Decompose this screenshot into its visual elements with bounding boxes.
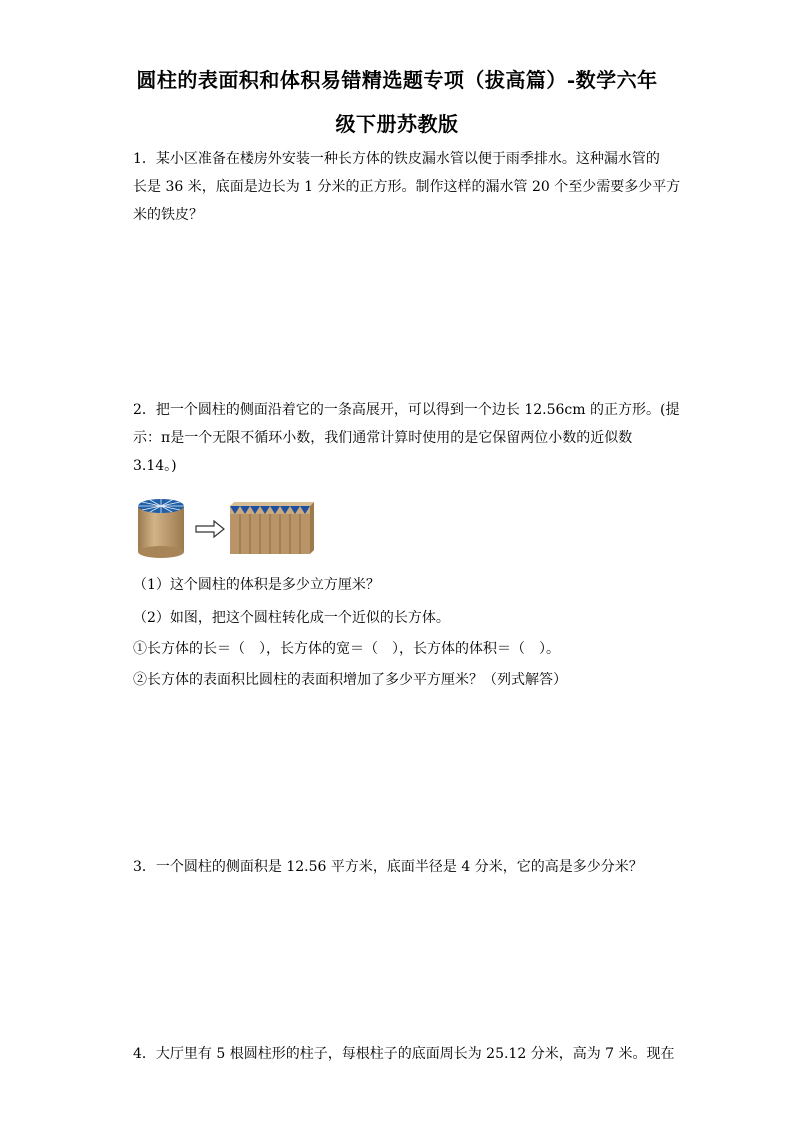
question-3-line-1: 3．一个圆柱的侧面积是 12.56 平方米，底面半径是 4 分米，它的高是多少分米？ <box>133 859 643 875</box>
question-2-part-2: （2）如图，把这个圆柱转化成一个近似的长方体。 <box>133 610 450 626</box>
question-2 <box>133 396 680 480</box>
document-title-line-2: 级下册苏教版 <box>335 112 459 136</box>
question-2-part-2a: ①长方体的长＝（ ），长方体的宽＝（ ），长方体的体积＝（ ）。 <box>133 641 560 657</box>
figure-svg <box>130 492 330 562</box>
question-2-part-1: （1）这个圆柱的体积是多少立方厘米？ <box>133 577 380 593</box>
cuboid-icon <box>230 502 314 554</box>
question-2-part-2b: ②长方体的表面积比圆柱的表面积增加了多少平方厘米？（列式解答） <box>133 672 567 688</box>
question-2-line-2: 示：π是一个无限不循环小数，我们通常计算时使用的是它保留两位小数的近似数 <box>133 430 633 446</box>
question-3 <box>133 853 663 881</box>
question-1 <box>133 145 681 229</box>
question-4 <box>133 1040 675 1068</box>
transform-arrow-icon <box>196 521 224 537</box>
question-1-line-2: 长是 36 米，底面是边长为 1 分米的正方形。制作这样的漏水管 20 个至少需要多少平方 <box>133 179 681 195</box>
question-2-line-3: 3.14。) <box>133 458 177 474</box>
question-1-line-1: 1．某小区准备在楼房外安装一种长方体的铁皮漏水管以便于雨季排水。这种漏水管的 <box>133 151 660 167</box>
cylinder-icon <box>138 499 184 558</box>
question-4-line-1: 4．大厅里有 5 根圆柱形的柱子，每根柱子的底面周长为 25.12 分米，高为 7 米。现在 <box>133 1046 675 1062</box>
document-title-line-1: 圆柱的表面积和体积易错精选题专项（拔高篇）-数学六年 <box>136 68 658 92</box>
question-1-line-3: 米的铁皮？ <box>133 207 203 223</box>
cylinder-to-cuboid-figure <box>130 492 330 562</box>
question-2-line-1: 2．把一个圆柱的侧面沿着它的一条高展开，可以得到一个边长 12.56cm 的正方形。(提 <box>133 402 680 418</box>
